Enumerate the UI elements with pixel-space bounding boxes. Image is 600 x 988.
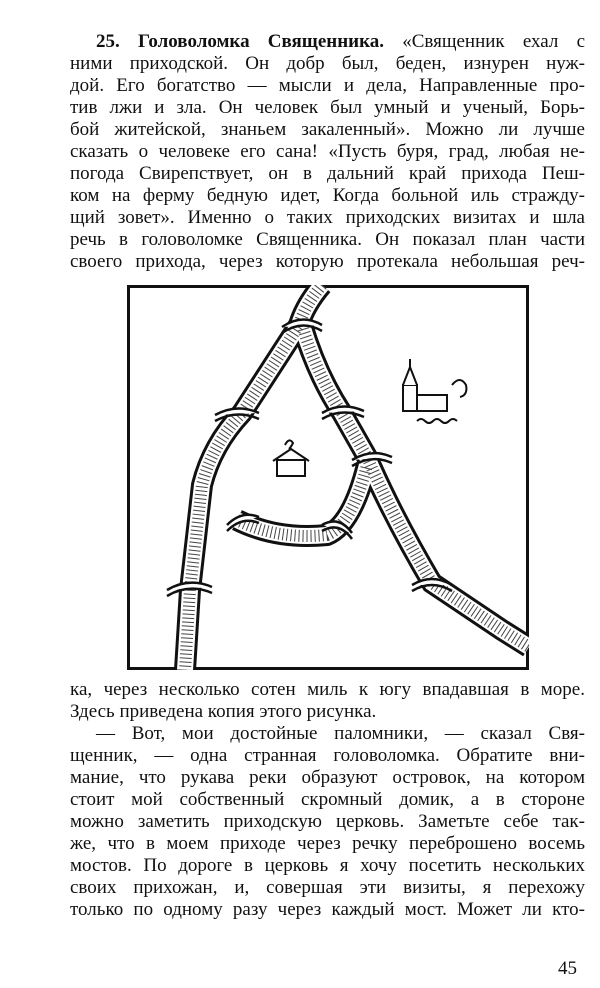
text-line: 25. Головоломка Священника. «Священник ехал с [96, 31, 586, 52]
text-line: речь в головоломке Священника. Он показал план части [70, 229, 585, 250]
text-line: сказать о человеке его сана! «Пусть буря, град, любая не- [70, 141, 585, 162]
text-line: мостов. По дороге в церковь я хочу посетить нескольких [70, 855, 585, 876]
house-icon [273, 440, 309, 476]
river-bridges-figure [127, 285, 529, 670]
bottom-paragraph [70, 679, 585, 921]
text-line: дой. Его богатство — мысли и дела, Направленные про- [70, 75, 585, 96]
text-line: своих прихожан, и, совершая эти визиты, я перехожу [70, 877, 585, 898]
text-line: можно заметить приходскую церковь. Заметьте себе так- [70, 811, 585, 832]
text-line: погода Свирепствует, он в дальний край прихода Пеш- [70, 163, 585, 184]
text-line: ними приходской. Он добр был, беден, изнурен нуж- [70, 53, 585, 74]
text-line: — Вот, мои достойные паломники, — сказал Свя- [96, 723, 585, 744]
text-line: стоит мой собственный скромный домик, а в стороне [70, 789, 585, 810]
church-icon [403, 359, 466, 423]
text-line: ком на ферму бедную идет, Когда больной иль стражду- [70, 185, 585, 206]
text-line: только по одному разу через каждый мост. Может ли кто- [70, 899, 585, 920]
top-paragraph [70, 31, 585, 273]
text-line: же, что в моем приходе через речку переброшено восемь [70, 833, 585, 854]
text-line: бой житейской, знаньем закаленный». Можно ли лучше [70, 119, 585, 140]
river [185, 285, 529, 670]
text-line: своего прихода, через которую протекала небольшая реч- [70, 251, 585, 272]
text-line: мание, что рукава реки образуют островок, на котором [70, 767, 585, 788]
text-line: тив лжи и зла. Он человек был умный и ученый, Борь- [70, 97, 585, 118]
page-number: 45 [558, 958, 577, 979]
text-line: щий зовет». Именно о таких приходских визитах и шла [70, 207, 585, 228]
text-line: Здесь приведена копия этого рисунка. [70, 701, 377, 722]
problem-heading: 25. Головоломка Священника. [96, 31, 385, 52]
text-line: ка, через несколько сотен миль к югу впадавшая в море. [70, 679, 585, 700]
text-line: щенник, — одна странная головоломка. Обратите вни- [70, 745, 585, 766]
